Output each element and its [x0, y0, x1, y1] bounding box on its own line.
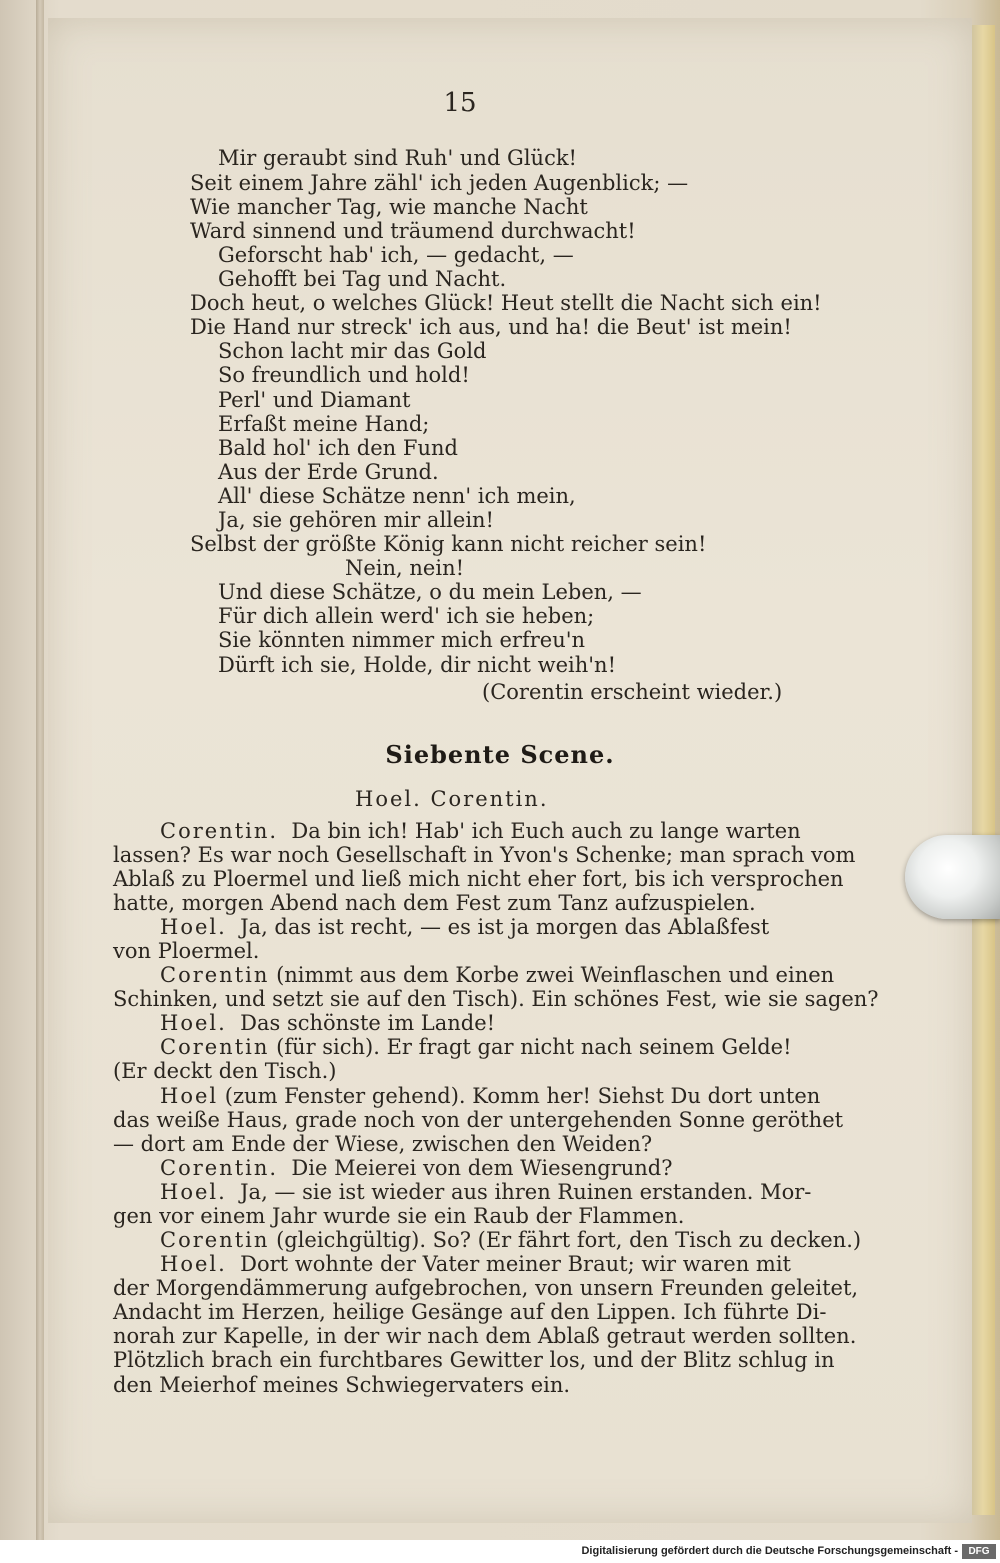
prose-line: hatte, morgen Abend nach dem Fest zum Tanz aufzuspielen.	[113, 891, 756, 915]
prose-line: Ablaß zu Ploermel und ließ mich nicht eher fort, bis ich versprochen	[113, 867, 844, 891]
speech-text: (nimmt aus dem Korbe zwei Weinflaschen und einen	[276, 963, 835, 987]
speaker-name: Corentin	[160, 963, 270, 987]
footer-credit: Digitalisierung gefördert durch die Deutsche Forschungsgemeinschaft -	[581, 1545, 958, 1557]
prose-line	[160, 1084, 820, 1108]
verse-line: Nein, nein!	[345, 556, 465, 580]
prose-line	[160, 1156, 673, 1180]
speaker-name: Hoel.	[160, 1180, 227, 1204]
speech-text: Dort wohnte der Vater meiner Braut; wir waren mit	[240, 1252, 791, 1276]
speech-text: (für sich). Er fragt gar nicht nach seinem Gelde!	[276, 1035, 792, 1059]
prose-line: das weiße Haus, grade noch von der untergehenden Sonne geröthet	[113, 1108, 844, 1132]
verse-line: Ward sinnend und träumend durchwacht!	[190, 219, 636, 243]
prose-line: den Meierhof meines Schwiegervaters ein.	[113, 1373, 571, 1397]
verse-line: Sie könnten nimmer mich erfreu'n	[218, 628, 586, 652]
speaker-name: Corentin	[160, 1035, 270, 1059]
digitization-footer	[0, 1540, 1000, 1563]
prose-line: Plötzlich brach ein furchtbares Gewitter los, und der Blitz schlug in	[113, 1348, 835, 1372]
verse-line: So freundlich und hold!	[218, 363, 470, 387]
verse-line: All' diese Schätze nenn' ich mein,	[218, 484, 576, 508]
prose-line	[160, 915, 769, 939]
speech-text: Ja, — sie ist wieder aus ihren Ruinen erstanden. Mor-	[240, 1180, 812, 1204]
speaker-name: Corentin.	[160, 819, 279, 843]
characters-line: Hoel. Corentin.	[355, 787, 549, 811]
prose-line: von Ploermel.	[113, 939, 260, 963]
prose-line	[160, 1035, 792, 1059]
verse-line: Wie mancher Tag, wie manche Nacht	[190, 195, 588, 219]
prose-line: gen vor einem Jahr wurde sie ein Raub der Flammen.	[113, 1204, 685, 1228]
verse-line: Und diese Schätze, o du mein Leben, —	[218, 580, 642, 604]
prose-line	[160, 1228, 861, 1252]
speech-text: Ja, das ist recht, — es ist ja morgen das Ablaßfest	[240, 915, 770, 939]
prose-line	[160, 963, 834, 987]
verse-line: Die Hand nur streck' ich aus, und ha! die Beut' ist mein!	[190, 315, 792, 339]
speaker-name: Hoel.	[160, 1011, 227, 1035]
verse-line: Aus der Erde Grund.	[218, 460, 439, 484]
dfg-logo: DFG	[962, 1544, 996, 1559]
speaker-name: Corentin	[160, 1228, 270, 1252]
verse-line: Erfaßt meine Hand;	[218, 412, 430, 436]
prose-line	[160, 1180, 811, 1204]
prose-line	[160, 1252, 791, 1276]
verse-line: Für dich allein werd' ich sie heben;	[218, 604, 595, 628]
speech-text: Da bin ich! Hab' ich Euch auch zu lange warten	[291, 819, 801, 843]
verse-line: Geforscht hab' ich, — gedacht, —	[218, 243, 574, 267]
prose-line	[160, 1011, 495, 1035]
verse-line: Selbst der größte König kann nicht reicher sein!	[190, 532, 707, 556]
speaker-name: Corentin.	[160, 1156, 279, 1180]
verse-line: Gehofft bei Tag und Nacht.	[218, 267, 507, 291]
speaker-name: Hoel.	[160, 915, 227, 939]
prose-line: Schinken, und setzt sie auf den Tisch). Ein schönes Fest, wie sie sagen?	[113, 987, 879, 1011]
verse-line: Doch heut, o welches Glück! Heut stellt die Nacht sich ein!	[190, 291, 822, 315]
page-number: 15	[443, 88, 477, 118]
verse-line: Ja, sie gehören mir allein!	[218, 508, 494, 532]
verse-line: Mir geraubt sind Ruh' und Glück!	[218, 146, 577, 170]
prose-line	[160, 819, 801, 843]
scene-heading: Siebente Scene.	[385, 740, 615, 769]
prose-line: norah zur Kapelle, in der wir nach dem Ablaß getraut werden sollten.	[113, 1324, 857, 1348]
speech-text: Die Meierei von dem Wiesengrund?	[291, 1156, 673, 1180]
speech-text: Das schönste im Lande!	[240, 1011, 496, 1035]
speech-text: (gleichgültig). So? (Er fährt fort, den Tisch zu decken.)	[276, 1228, 862, 1252]
verse-line: Perl' und Diamant	[218, 388, 411, 412]
verse-line: Dürft ich sie, Holde, dir nicht weih'n!	[218, 653, 617, 677]
verse-line: Bald hol' ich den Fund	[218, 436, 458, 460]
stage-direction: (Corentin erscheint wieder.)	[482, 680, 783, 704]
prose-line: (Er deckt den Tisch.)	[113, 1059, 337, 1083]
speaker-name: Hoel	[160, 1084, 219, 1108]
prose-line: der Morgendämmerung aufgebrochen, von unsern Freunden geleitet,	[113, 1276, 859, 1300]
verse-line: Seit einem Jahre zähl' ich jeden Augenblick; —	[190, 171, 689, 195]
speaker-name: Hoel.	[160, 1252, 227, 1276]
prose-line: lassen? Es war noch Gesellschaft in Yvon's Schenke; man sprach vom	[113, 843, 856, 867]
prose-line: — dort am Ende der Wiese, zwischen den Weiden?	[113, 1132, 653, 1156]
verse-line: Schon lacht mir das Gold	[218, 339, 487, 363]
speech-text: (zum Fenster gehend). Komm her! Siehst Du dort unten	[224, 1084, 821, 1108]
prose-line: Andacht im Herzen, heilige Gesänge auf den Lippen. Ich führte Di-	[113, 1300, 827, 1324]
